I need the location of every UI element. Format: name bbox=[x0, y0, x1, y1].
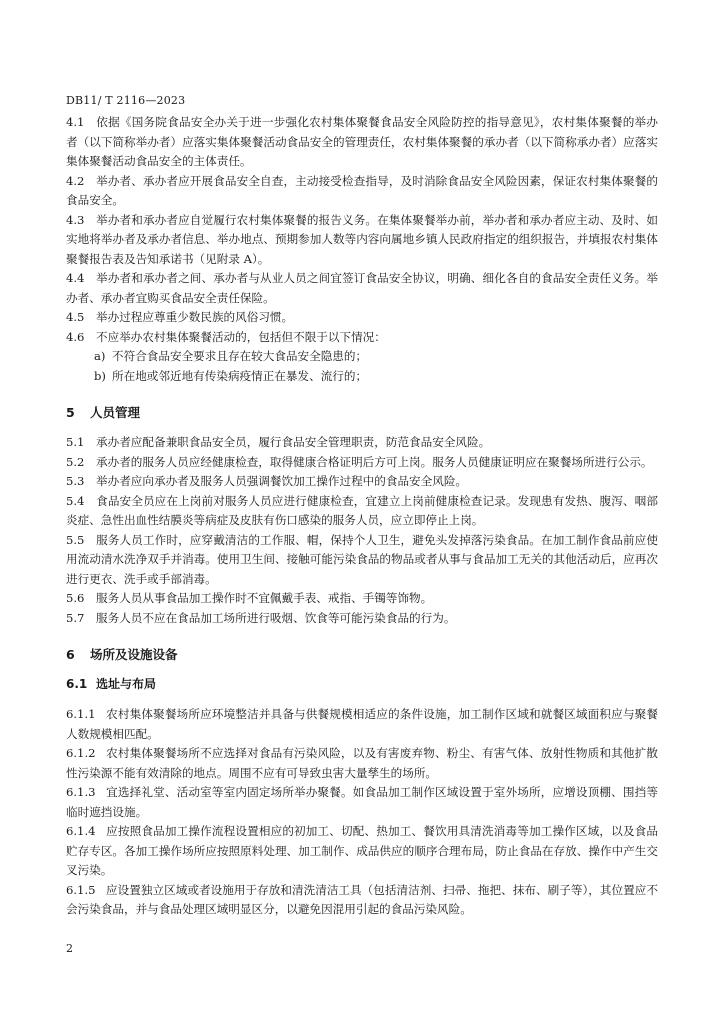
clause-text: 承办者的服务人员应经健康检查，取得健康合格证明后方可上岗。服务人员健康证明应在聚餐场所进行公示。 bbox=[96, 454, 653, 469]
clause-4-2 bbox=[66, 172, 658, 211]
clause-number: 4.6 bbox=[66, 329, 85, 344]
page-number: 2 bbox=[66, 942, 73, 955]
section-heading-6 bbox=[66, 645, 658, 664]
clause-text: 应设置独立区域或者设施用于存放和清洗清洁工具（包括清洁剂、扫帚、拖把、抹布、刷子等），其位置应不会污染食品，并与食品处理区域明显区分，以避免因混用引起的食品污染风险。 bbox=[66, 882, 658, 916]
clause-number: 5.1 bbox=[66, 435, 85, 449]
clause-number: 6.1.4 bbox=[66, 824, 96, 838]
clause-text: 举办者和承办者应自觉履行农村集体聚餐的报告义务。在集体聚餐举办前，举办者和承办者应主动、及时、如实地将举办者及承办者信息、举办地点、预期参加人数等内容向属地乡镇人民政府指定的组织报告，并填报农村集体聚餐报告表及告知承诺书（见附录 A）。 bbox=[66, 212, 658, 266]
clause-6-1-5 bbox=[66, 881, 658, 920]
clause-text: 举办者应向承办者及服务人员强调餐饮加工操作过程中的食品安全风险。 bbox=[96, 474, 468, 488]
clause-text: 举办者、承办者应开展食品安全自查，主动接受检查指导，及时消除食品安全风险因素，保证农村集体聚餐的食品安全。 bbox=[66, 173, 658, 207]
subsection-number: 6.1 bbox=[66, 677, 88, 691]
clause-5-5 bbox=[66, 531, 658, 590]
clause-4-1 bbox=[66, 113, 658, 172]
list-item-text: 不符合食品安全要求且存在较大食品安全隐患的； bbox=[112, 349, 368, 363]
clause-number: 4.1 bbox=[66, 115, 85, 129]
subsection-heading-6-1 bbox=[66, 675, 658, 694]
clause-5-1 bbox=[66, 433, 658, 453]
clause-text: 依据《国务院食品安全办关于进一步强化农村集体聚餐食品安全风险防控的指导意见》，农村集体聚餐的举办者（以下简称举办者）应落实集体聚餐活动食品安全的管理责任，农村集体聚餐的承办者（以下简称承办者）应落实集体聚餐活动食品安全的主体责任。 bbox=[66, 115, 658, 168]
clause-5-2 bbox=[66, 453, 658, 473]
list-item-a bbox=[66, 347, 658, 367]
clause-number: 5.2 bbox=[66, 454, 85, 469]
clause-number: 5.7 bbox=[66, 610, 85, 625]
clause-4-5 bbox=[66, 308, 658, 328]
clause-number: 4.5 bbox=[66, 310, 85, 324]
list-marker: a) bbox=[94, 349, 106, 363]
clause-text: 应按照食品加工操作流程设置相应的初加工、切配、热加工、餐饮用具清洗消毒等加工操作区域，以及食品贮存专区。各加工操作场所应按照原料处理、加工制作、成品供应的顺序合理布局，防止食品在存放、操作中产生交叉污染。 bbox=[66, 824, 658, 877]
section-title: 人员管理 bbox=[90, 405, 141, 420]
clause-5-6 bbox=[66, 589, 658, 609]
clause-text: 举办者和承办者之间、承办者与从业人员之间宜签订食品安全协议，明确、细化各自的食品安全责任义务。举办者、承办者宜购买食品安全责任保险。 bbox=[66, 271, 658, 305]
clause-number: 4.3 bbox=[66, 212, 85, 227]
clause-number: 5.6 bbox=[66, 591, 85, 605]
list-item-b bbox=[66, 367, 658, 387]
list-marker: b) bbox=[94, 368, 106, 383]
standard-code-header: DB11/ T 2116—2023 bbox=[66, 94, 186, 107]
clause-6-1-1 bbox=[66, 705, 658, 744]
clause-text: 食品安全员应在上岗前对服务人员应进行健康检查，宜建立上岗前健康检查记录。发现患有发热、腹泻、咽部炎症、急性出血性结膜炎等病症及皮肤有伤口感染的服务人员，应立即停止上岗。 bbox=[66, 493, 658, 527]
section-heading-5 bbox=[66, 403, 658, 422]
clause-number: 4.2 bbox=[66, 173, 85, 188]
clause-number: 5.3 bbox=[66, 474, 85, 488]
clause-text: 农村集体聚餐场所应环境整洁并具备与供餐规模相适应的条件设施，加工制作区域和就餐区域面积应与聚餐人数规模相匹配。 bbox=[66, 707, 658, 741]
document-body bbox=[66, 113, 658, 920]
clause-5-7 bbox=[66, 609, 658, 629]
clause-number: 6.1.2 bbox=[66, 746, 96, 760]
clause-6-1-4 bbox=[66, 822, 658, 881]
clause-4-6 bbox=[66, 328, 658, 348]
clause-5-3 bbox=[66, 472, 658, 492]
clause-number: 6.1.5 bbox=[66, 882, 96, 897]
section-title: 场所及设施设备 bbox=[90, 647, 178, 662]
clause-number: 6.1.1 bbox=[66, 707, 96, 721]
clause-text: 服务人员不应在食品加工场所进行吸烟、饮食等可能污染食品的行为。 bbox=[96, 610, 456, 625]
section-number: 5 bbox=[66, 405, 75, 420]
clause-4-3 bbox=[66, 211, 658, 270]
clause-number: 6.1.3 bbox=[66, 785, 96, 799]
clause-text: 承办者应配备兼职食品安全员，履行食品安全管理职责，防范食品安全风险。 bbox=[96, 435, 491, 449]
clause-number: 5.4 bbox=[66, 493, 85, 508]
clause-text: 宜选择礼堂、活动室等室内固定场所举办聚餐。如食品加工制作区域设置于室外场所，应增设顶棚、围挡等临时遮挡设施。 bbox=[66, 785, 658, 819]
clause-number: 4.4 bbox=[66, 271, 85, 285]
clause-text: 服务人员工作时，应穿戴清洁的工作服、帽，保持个人卫生，避免头发掉落污染食品。在加工制作食品前应使用流动清水洗净双手并消毒。使用卫生间、接触可能污染食品的物品或者从事与食品加工无关的其他活动后，应再次进行更衣、洗手或手部消毒。 bbox=[66, 532, 658, 586]
clause-text: 不应举办农村集体聚餐活动的，包括但不限于以下情况： bbox=[96, 329, 386, 344]
clause-text: 服务人员从事食品加工操作时不宜佩戴手表、戒指、手镯等饰物。 bbox=[96, 591, 433, 605]
clause-5-4 bbox=[66, 492, 658, 531]
clause-text: 举办过程应尊重少数民族的风俗习惯。 bbox=[96, 310, 294, 324]
clause-number: 5.5 bbox=[66, 532, 85, 547]
subsection-title: 选址与布局 bbox=[96, 677, 157, 691]
clause-4-4 bbox=[66, 269, 658, 308]
clause-6-1-3 bbox=[66, 783, 658, 822]
clause-6-1-2 bbox=[66, 744, 658, 783]
clause-text: 农村集体聚餐场所不应选择对食品有污染风险，以及有害废弃物、粉尘、有害气体、放射性物质和其他扩散性污染源不能有效清除的地点。周围不应有可导致虫害大量孳生的场所。 bbox=[66, 746, 658, 780]
section-number: 6 bbox=[66, 647, 75, 662]
list-item-text: 所在地或邻近地有传染病疫情正在暴发、流行的； bbox=[112, 368, 368, 383]
